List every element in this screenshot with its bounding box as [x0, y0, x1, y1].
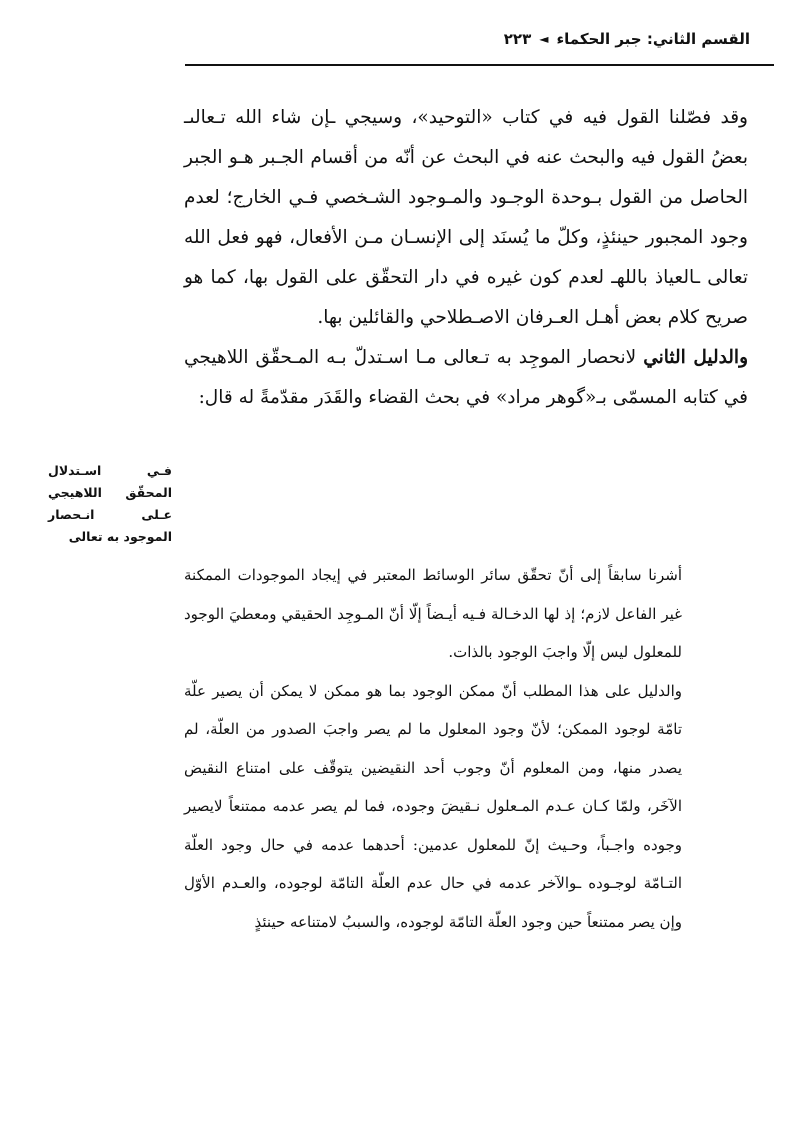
arrow-left-icon: ◄ — [539, 32, 549, 46]
running-header — [504, 30, 750, 48]
header-title: القسم الثاني: جبر الحكماء — [556, 30, 750, 48]
quote-paragraph-1: أشرنا سابقاً إلى أنّ تحقّق سائر الوسائط المعتبر في إيجاد الموجودات الممكنة غير الفاعل لازم؛ إذ لها الدخـالة فـيه أيـضاً إلّا أنّ المـوجِد الحقيقي ومعطيَ الوجود للمعلول ليس إلّا واجبَ الوجود بالذات. — [184, 566, 682, 661]
paragraph-2 — [184, 338, 748, 418]
quote-paragraph-2: والدليل على هذا المطلب أنّ ممكن الوجود بما هو ممكن لا يمكن أن يصير علّة تامّة لوجود الممكن؛ لأنّ وجود المعلول ما لم يصر واجبَ الصدور من العلّة، لم يصدر منها، ومن المعلوم أنّ وجوب أحد النقيضين يتوقّف على امتناع النقيض الآخَر، ولمّا كـان عـدم المـعلول نـقيضَ وجوده، فما لم يصر عدمه ممتنعاً لايصير وجوده واجـباً، وحـيث إنّ للمعلول عدمين: أحدهما عدمه في حال وجود العلّة التـامّة لوجـوده ـوالآخر عدمه في حال عدم العلّة التامّة لوجوده، والعـدم الأوّل وإن يصر ممتنعاً حين وجود العلّة التامّة لوجوده، والسببُ لامتناعه حينئذٍ — [184, 681, 682, 931]
margin-note: فـي اسـتدلال المحقّق اللاهيجي عـلى انـحصار الموجود به تعالى — [48, 463, 172, 544]
paragraph-1: وقد فصّلنا القول فيه في كتاب «التوحيد»، وسيجي ـإن شاء الله تـعالىـ بعضُ القول فيه والبحث عنه في البحث عن أنّه من أقسام الجـبر هـو الجبر الحاصل من القول بـوحدة الوجـود والمـوجود الشـخصي فـي الخارج؛ لعدم وجود المجبور حينئذٍ، وكلّ ما يُسنَد إلى الإنسـان مـن الأفعال، فهو فعل الله تعالى ـالعياذ باللهـ لعدم كون غيره في دار التحقّق على القول بها، كما هو صريح كلام بعض أهـل العـرفان الاصـطلاحي والقائلين بها. — [184, 107, 748, 328]
header-rule — [185, 64, 774, 66]
quotation-block — [184, 556, 682, 941]
main-text — [184, 98, 748, 418]
paragraph-2-text: لانحصار الموجِد به تـعالى مـا اسـتدلّ بـه المـحقّق اللاهيجي في كتابه المسمّى بـ«گوهر مراد» في بحث القضاء والقَدَر مقدّمةً له قال: — [184, 347, 748, 408]
paragraph-2-lead: والدليل الثاني — [643, 347, 749, 368]
page-number: ٢٢٣ — [503, 30, 532, 48]
